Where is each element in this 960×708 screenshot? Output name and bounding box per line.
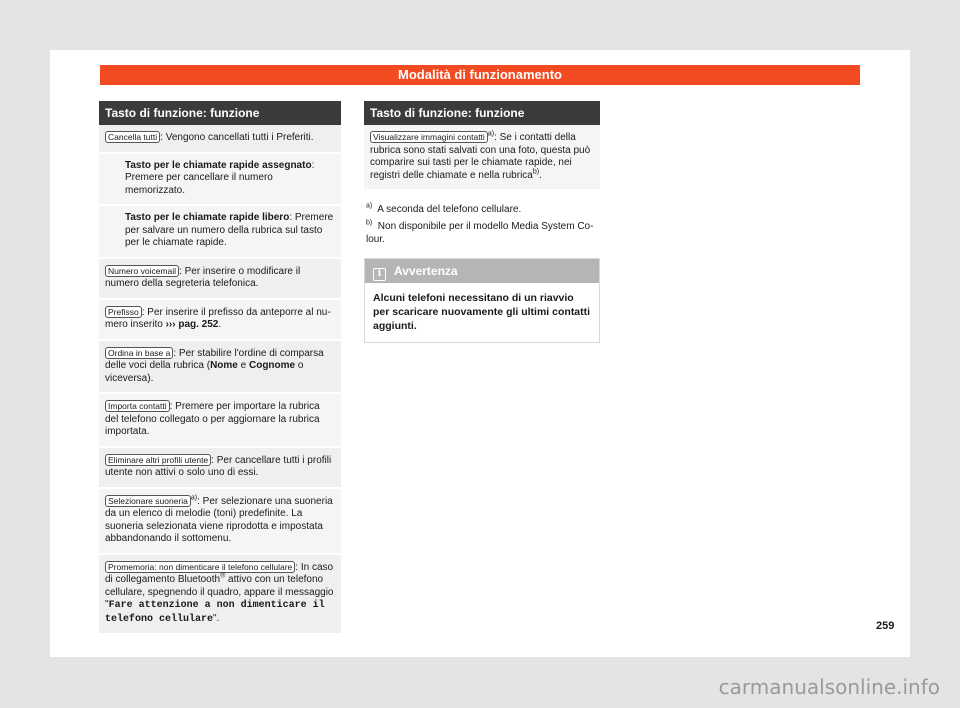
- left-table-heading: Tasto di funzione: funzione: [99, 101, 341, 125]
- warning-body: Alcuni telefoni necessitano di un riavvio per scaricare nuovamente gli ultimi contatti aggiunti.: [373, 292, 591, 332]
- function-key: Visualizzare immagini contatti: [370, 131, 488, 143]
- function-key: Importa contatti: [105, 400, 170, 412]
- table-row: Importa contatti : Premere per importare la rubrica del telefono collegato o per aggiornare la rubrica importata.: [99, 394, 341, 448]
- function-key: Ordina in base a: [105, 347, 173, 359]
- footnote: $^{b)}$ Non disponibile per il modello Media System Colour.: [366, 219, 594, 245]
- right-column: [364, 101, 600, 343]
- footnotes: [364, 203, 600, 246]
- table-row: Numero voicemail : Per inserire o modificare il numero della segreteria telefonica.: [99, 259, 341, 300]
- table-row: Tasto per le chiamate rapide assegnato: Premere per cancellare il numero memorizzato.: [99, 154, 341, 207]
- table-row: Visualizzare immagini contatti $^{a)}$: Se i contatti della rubrica sono stati salvati con una foto, questa può comparire sui tasti per le chiamate rapide, nei registri delle chiamate e nella rubrica$^{b)}$.: [364, 125, 600, 191]
- table-row: Ordina in base a : Per stabilire l'ordine di comparsa delle voci della rubrica (Nome e Cognome o viceversa).: [99, 341, 341, 395]
- warning-title: Avvertenza: [394, 264, 458, 278]
- right-table-heading: Tasto di funzione: funzione: [364, 101, 600, 125]
- function-key: Prefisso: [105, 306, 142, 318]
- left-table: [99, 101, 341, 635]
- function-key: Eliminare altri profili utente: [105, 454, 211, 466]
- watermark-logo: carmanualsonline.info: [718, 675, 940, 699]
- table-row: Selezionare suoneria $^{a)}$: Per selezionare una suoneria da un elenco di melodie (toni) predefinite. La suoneria selezionata viene riprodotta e impostata abbandonando il sottomenu.: [99, 489, 341, 555]
- section-header: Modalità di funzionamento: [100, 65, 860, 85]
- warning-box: [364, 258, 600, 343]
- function-key: Selezionare suoneria: [105, 495, 191, 507]
- function-key: Cancella tutti: [105, 131, 160, 143]
- function-key: Numero voicemail: [105, 265, 179, 277]
- warning-header: [365, 259, 599, 283]
- function-key: Promemoria: non dimenticare il telefono cellulare: [105, 561, 295, 573]
- message-text: Fare attenzione a non dimenticare il telefono cellulare: [105, 600, 325, 625]
- table-row: Tasto per le chiamate rapide libero: Premere per salvare un numero della rubrica sul tasto per le chiamate rapide.: [99, 206, 341, 259]
- footnote: $^{a)}$ A seconda del telefono cellulare.: [366, 202, 522, 215]
- page-number: 259: [876, 620, 895, 632]
- table-row: Eliminare altri profili utente : Per cancellare tutti i profili utente non attivi o solo uno di essi.: [99, 448, 341, 489]
- info-icon: i: [373, 268, 386, 281]
- table-row: Cancella tutti : Vengono cancellati tutti i Preferiti.: [99, 125, 341, 154]
- table-row: Promemoria: non dimenticare il telefono cellulare : In caso di collegamento Bluetooth® attivo con un telefono cellulare, spegnendo il quadro, appare il messaggio "Fare attenzione a non dimenticare il telefono cellulare".: [99, 555, 341, 636]
- table-row: Prefisso : Per inserire il prefisso da anteporre al numero inserito ››› pag. 252.: [99, 300, 341, 341]
- page-reference[interactable]: ››› pag. 252: [165, 319, 219, 330]
